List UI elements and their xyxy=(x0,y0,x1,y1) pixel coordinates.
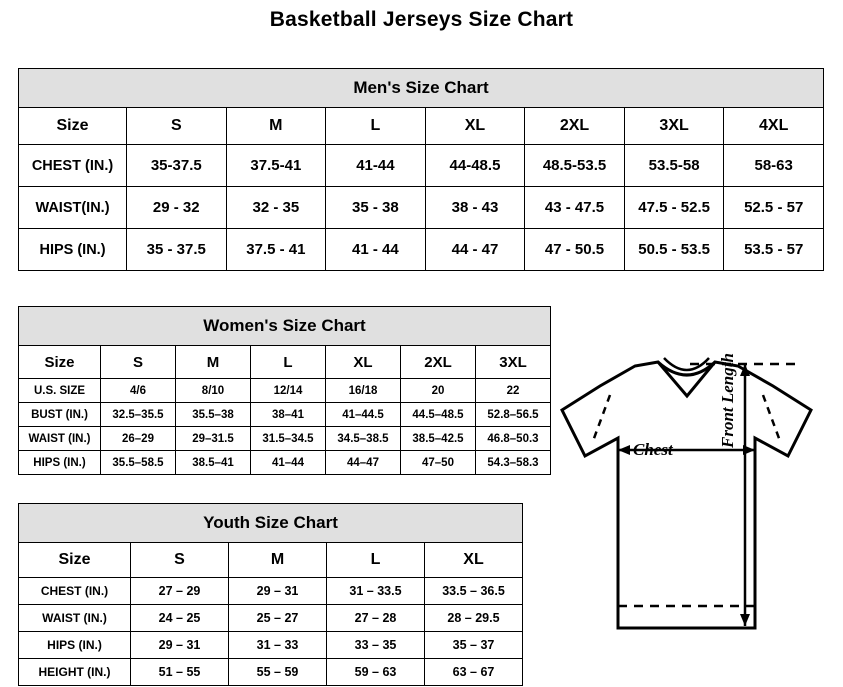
youth-chart-title: Youth Size Chart xyxy=(19,504,523,543)
womens-chart-title: Women's Size Chart xyxy=(19,307,551,346)
mens-cell: 41-44 xyxy=(326,145,426,187)
youth-row-label: CHEST (IN.) xyxy=(19,578,131,605)
womens-cell: 29–31.5 xyxy=(176,427,251,451)
mens-row-label: WAIST(IN.) xyxy=(19,187,127,229)
womens-header-row xyxy=(19,346,551,379)
youth-cell: 55 – 59 xyxy=(229,659,327,686)
mens-cell: 53.5 - 57 xyxy=(724,229,824,271)
mens-cell: 32 - 35 xyxy=(226,187,326,229)
mens-row-label: CHEST (IN.) xyxy=(19,145,127,187)
womens-cell: 38.5–41 xyxy=(176,451,251,475)
mens-cell: 37.5-41 xyxy=(226,145,326,187)
womens-cell: 46.8–50.3 xyxy=(476,427,551,451)
womens-row-label: HIPS (IN.) xyxy=(19,451,101,475)
womens-row-label: BUST (IN.) xyxy=(19,403,101,427)
youth-column-header: Size xyxy=(19,543,131,578)
youth-cell: 59 – 63 xyxy=(327,659,425,686)
youth-cell: 25 – 27 xyxy=(229,605,327,632)
mens-cell: 48.5-53.5 xyxy=(525,145,625,187)
mens-cell: 50.5 - 53.5 xyxy=(624,229,724,271)
womens-column-header: 3XL xyxy=(476,346,551,379)
mens-cell: 53.5-58 xyxy=(624,145,724,187)
table-row xyxy=(19,145,824,187)
youth-cell: 29 – 31 xyxy=(229,578,327,605)
mens-row-label: HIPS (IN.) xyxy=(19,229,127,271)
mens-cell: 47.5 - 52.5 xyxy=(624,187,724,229)
jersey-outline-icon xyxy=(540,338,840,668)
youth-cell: 24 – 25 xyxy=(131,605,229,632)
youth-cell: 31 – 33 xyxy=(229,632,327,659)
womens-cell: 41–44.5 xyxy=(326,403,401,427)
mens-column-header: XL xyxy=(425,108,525,145)
page-title: Basketball Jerseys Size Chart xyxy=(269,8,574,31)
table-row xyxy=(19,578,523,605)
womens-size-chart-table xyxy=(18,306,551,475)
womens-cell: 32.5–35.5 xyxy=(101,403,176,427)
front-length-measure-label: Front Length xyxy=(718,353,737,448)
mens-column-header: 2XL xyxy=(525,108,625,145)
mens-cell: 41 - 44 xyxy=(326,229,426,271)
womens-cell: 26–29 xyxy=(101,427,176,451)
mens-cell: 47 - 50.5 xyxy=(525,229,625,271)
youth-row-label: WAIST (IN.) xyxy=(19,605,131,632)
youth-caption-row xyxy=(19,504,523,543)
youth-cell: 29 – 31 xyxy=(131,632,229,659)
youth-cell: 27 – 29 xyxy=(131,578,229,605)
youth-cell: 28 – 29.5 xyxy=(425,605,523,632)
jersey-diagram xyxy=(540,338,840,668)
womens-column-header: Size xyxy=(19,346,101,379)
womens-column-header: 2XL xyxy=(401,346,476,379)
table-row xyxy=(19,451,551,475)
table-row xyxy=(19,605,523,632)
table-row xyxy=(19,403,551,427)
womens-cell: 31.5–34.5 xyxy=(251,427,326,451)
mens-column-header: M xyxy=(226,108,326,145)
table-row xyxy=(19,659,523,686)
mens-cell: 44-48.5 xyxy=(425,145,525,187)
womens-caption-row xyxy=(19,307,551,346)
womens-row-label: WAIST (IN.) xyxy=(19,427,101,451)
youth-column-header: L xyxy=(327,543,425,578)
youth-cell: 35 – 37 xyxy=(425,632,523,659)
youth-cell: 63 – 67 xyxy=(425,659,523,686)
mens-cell: 35 - 37.5 xyxy=(127,229,227,271)
mens-cell: 43 - 47.5 xyxy=(525,187,625,229)
womens-column-header: XL xyxy=(326,346,401,379)
mens-column-header: Size xyxy=(19,108,127,145)
womens-cell: 47–50 xyxy=(401,451,476,475)
youth-cell: 33.5 – 36.5 xyxy=(425,578,523,605)
womens-cell: 52.8–56.5 xyxy=(476,403,551,427)
youth-cell: 31 – 33.5 xyxy=(327,578,425,605)
table-row xyxy=(19,379,551,403)
youth-row-label: HEIGHT (IN.) xyxy=(19,659,131,686)
youth-size-chart-table xyxy=(18,503,523,686)
womens-column-header: M xyxy=(176,346,251,379)
womens-cell: 12/14 xyxy=(251,379,326,403)
mens-cell: 29 - 32 xyxy=(127,187,227,229)
youth-column-header: S xyxy=(131,543,229,578)
youth-cell: 27 – 28 xyxy=(327,605,425,632)
youth-column-header: XL xyxy=(425,543,523,578)
womens-column-header: L xyxy=(251,346,326,379)
youth-cell: 33 – 35 xyxy=(327,632,425,659)
mens-chart-title: Men's Size Chart xyxy=(19,69,824,108)
womens-cell: 38.5–42.5 xyxy=(401,427,476,451)
mens-column-header: 3XL xyxy=(624,108,724,145)
womens-cell: 41–44 xyxy=(251,451,326,475)
womens-cell: 20 xyxy=(401,379,476,403)
youth-table-body xyxy=(19,504,523,686)
table-row xyxy=(19,229,824,271)
mens-cell: 44 - 47 xyxy=(425,229,525,271)
mens-caption-row xyxy=(19,69,824,108)
womens-table-body xyxy=(19,307,551,475)
youth-column-header: M xyxy=(229,543,327,578)
womens-cell: 38–41 xyxy=(251,403,326,427)
table-row xyxy=(19,632,523,659)
mens-cell: 58-63 xyxy=(724,145,824,187)
womens-cell: 35.5–58.5 xyxy=(101,451,176,475)
mens-column-header: L xyxy=(326,108,426,145)
mens-cell: 38 - 43 xyxy=(425,187,525,229)
chest-measure-label: Chest xyxy=(633,440,673,459)
womens-row-label: U.S. SIZE xyxy=(19,379,101,403)
mens-cell: 35 - 38 xyxy=(326,187,426,229)
womens-cell: 44–47 xyxy=(326,451,401,475)
mens-table-body xyxy=(19,69,824,271)
mens-column-header: S xyxy=(127,108,227,145)
womens-column-header: S xyxy=(101,346,176,379)
womens-cell: 8/10 xyxy=(176,379,251,403)
table-row xyxy=(19,187,824,229)
mens-size-chart-table xyxy=(18,68,824,271)
womens-cell: 54.3–58.3 xyxy=(476,451,551,475)
table-row xyxy=(19,427,551,451)
womens-cell: 44.5–48.5 xyxy=(401,403,476,427)
youth-row-label: HIPS (IN.) xyxy=(19,632,131,659)
womens-cell: 35.5–38 xyxy=(176,403,251,427)
mens-cell: 37.5 - 41 xyxy=(226,229,326,271)
womens-cell: 16/18 xyxy=(326,379,401,403)
mens-cell: 52.5 - 57 xyxy=(724,187,824,229)
youth-cell: 51 – 55 xyxy=(131,659,229,686)
womens-cell: 34.5–38.5 xyxy=(326,427,401,451)
youth-header-row xyxy=(19,543,523,578)
womens-cell: 22 xyxy=(476,379,551,403)
mens-header-row xyxy=(19,108,824,145)
mens-cell: 35-37.5 xyxy=(127,145,227,187)
size-chart-page xyxy=(0,8,843,687)
womens-cell: 4/6 xyxy=(101,379,176,403)
mens-column-header: 4XL xyxy=(724,108,824,145)
